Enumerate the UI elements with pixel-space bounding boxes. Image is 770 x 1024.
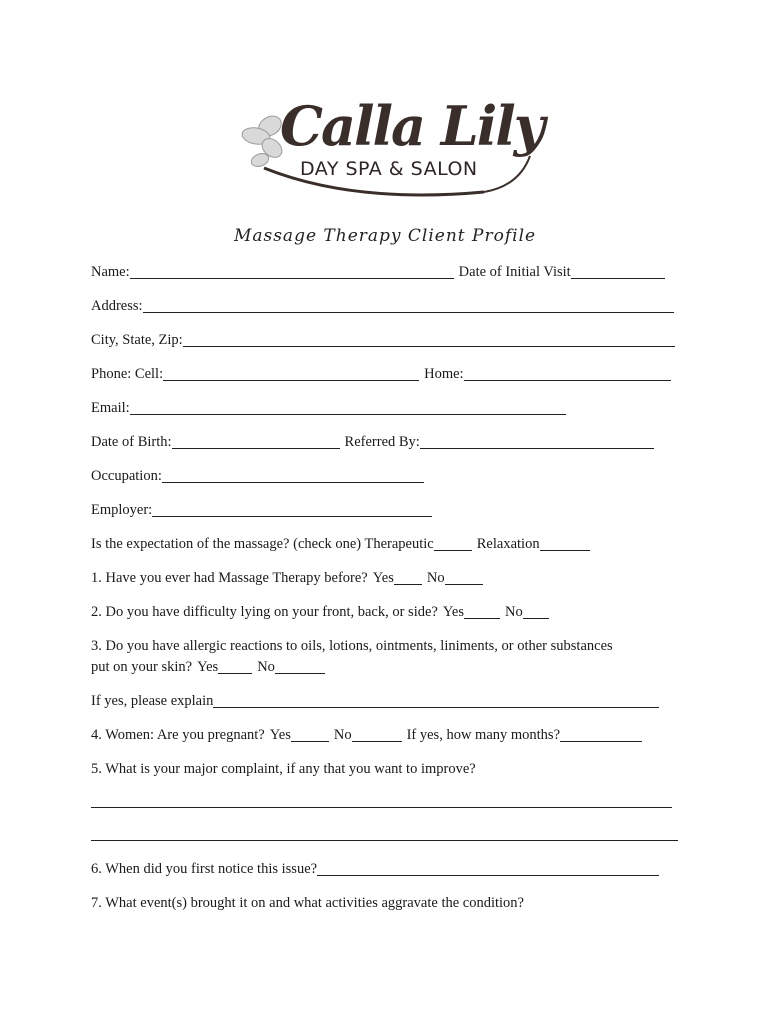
phone-cell-label: Phone: Cell:: [91, 366, 164, 382]
q5-answer-line-1[interactable]: [91, 807, 672, 808]
employer-label: Employer:: [91, 502, 153, 518]
city-label: City, State, Zip:: [91, 332, 183, 348]
question-2: 2. Do you have difficulty lying on your front, back, or side?: [91, 604, 438, 620]
logo-tagline: DAY SPA & SALON: [300, 158, 478, 180]
months-label: If yes, how many months?: [406, 727, 561, 743]
question-6-row: [91, 860, 659, 878]
q5-answer-line-2[interactable]: [91, 840, 678, 841]
initial-visit-label: Date of Initial Visit: [458, 264, 571, 280]
question-7-row: [91, 894, 524, 912]
initial-visit-field[interactable]: [571, 264, 665, 279]
q6-field[interactable]: [317, 861, 659, 876]
q3-no-label: No: [257, 659, 275, 675]
employer-field[interactable]: [152, 502, 432, 517]
address-field[interactable]: [143, 298, 674, 313]
q3-yes-label: Yes: [197, 659, 219, 675]
question-1-row: [91, 569, 483, 587]
occupation-row: [91, 467, 424, 485]
q1-no-label: No: [426, 570, 445, 586]
question-5-row: [91, 760, 476, 778]
city-row: [91, 331, 675, 349]
dob-row: [91, 433, 654, 451]
address-label: Address:: [91, 298, 143, 314]
referred-field[interactable]: [420, 434, 654, 449]
referred-label: Referred By:: [344, 434, 420, 450]
name-field[interactable]: [130, 264, 454, 279]
q3-yes-field[interactable]: [218, 659, 252, 674]
question-4: 4. Women: Are you pregnant?: [91, 727, 265, 743]
question-3: 3. Do you have allergic reactions to oils, lotions, ointments, liniments, or other substances: [91, 638, 613, 654]
q2-no-field[interactable]: [523, 604, 549, 619]
q4-yes-field[interactable]: [291, 727, 329, 742]
phone-row: [91, 365, 671, 383]
email-row: [91, 399, 566, 417]
home-phone-field[interactable]: [464, 366, 671, 381]
dob-label: Date of Birth:: [91, 434, 172, 450]
explain-row: [91, 692, 659, 710]
phone-cell-field[interactable]: [163, 366, 419, 381]
months-field[interactable]: [560, 727, 642, 742]
q4-no-field[interactable]: [352, 727, 402, 742]
name-row: [91, 263, 665, 281]
question-5: 5. What is your major complaint, if any that you want to improve?: [91, 761, 476, 777]
therapeutic-check-field[interactable]: [434, 536, 472, 551]
q1-no-field[interactable]: [445, 570, 483, 585]
question-2-row: [91, 603, 549, 621]
relaxation-label: Relaxation: [476, 536, 540, 552]
logo-name: Calla Lily: [280, 94, 544, 158]
dob-field[interactable]: [172, 434, 340, 449]
q2-yes-field[interactable]: [464, 604, 500, 619]
question-4-row: [91, 726, 642, 744]
form-title: Massage Therapy Client Profile: [233, 226, 537, 246]
address-row: [91, 297, 674, 315]
calla-lily-logo: [234, 96, 544, 206]
relaxation-check-field[interactable]: [540, 536, 590, 551]
question-3-row: [91, 637, 613, 655]
expectation-label: Is the expectation of the massage? (check one) Therapeutic: [91, 536, 434, 552]
q3-no-field[interactable]: [275, 659, 325, 674]
home-phone-label: Home:: [424, 366, 464, 382]
question-3-row-continued: [91, 658, 325, 676]
question-3-continued: put on your skin?: [91, 659, 193, 675]
question-7: 7. What event(s) brought it on and what activities aggravate the condition?: [91, 895, 524, 911]
question-1: 1. Have you ever had Massage Therapy before?: [91, 570, 368, 586]
q4-no-label: No: [333, 727, 352, 743]
q2-no-label: No: [504, 604, 523, 620]
q4-yes-label: Yes: [269, 727, 291, 743]
q2-yes-label: Yes: [442, 604, 464, 620]
explain-field[interactable]: [213, 693, 659, 708]
employer-row: [91, 501, 432, 519]
city-field[interactable]: [183, 332, 675, 347]
expectation-row: [91, 535, 590, 553]
occupation-label: Occupation:: [91, 468, 162, 484]
email-label: Email:: [91, 400, 130, 416]
occupation-field[interactable]: [162, 468, 424, 483]
q1-yes-field[interactable]: [394, 570, 422, 585]
explain-label: If yes, please explain: [91, 693, 214, 709]
email-field[interactable]: [130, 400, 566, 415]
question-6: 6. When did you first notice this issue?: [91, 861, 318, 877]
name-label: Name:: [91, 264, 130, 280]
q1-yes-label: Yes: [372, 570, 394, 586]
